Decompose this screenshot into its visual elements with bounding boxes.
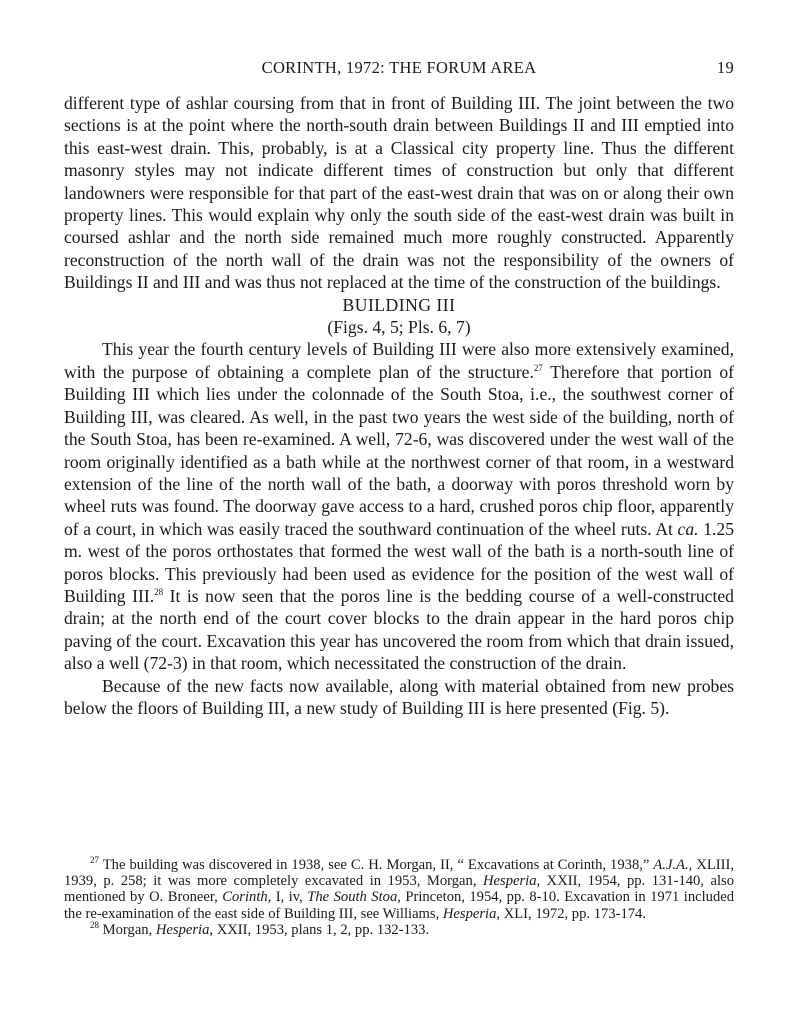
journal-title: Hesperia xyxy=(483,873,537,890)
footnote-ref-27[interactable]: 27 xyxy=(533,363,543,374)
paragraph-new-study: Because of the new facts now available, along with material obtained from new probes below the floors of Building III, a new study of Building III is here presented (Fig. 5). xyxy=(64,675,734,718)
footnote-text: , Princeton, 1954, pp. 8-10. Excavation in 1971 included the re-examination of the east side of Building III, see Williams, xyxy=(64,889,735,922)
paragraph-text: Therefore that portion of Building III which lies under the colonnade of the South Stoa, i.e., the southwest corner of Building III, was cleared. As well, in the past two years the west side of the building, north of the South Stoa, has been re-examined. A well, 72-6, was discovered under the west wall of the room originally identified as a bath while at the northwest corner of that room, in a westward extension of the line of the north wall of the bath, a doorway with poros threshold worn by wheel ruts was found. The doorway gave access to a hard, crushed poros chip floor, apparently of a court, in which was easily traced the southward continuation of the wheel ruts. At xyxy=(64,361,734,539)
section-subheading: (Figs. 4, 5; Pls. 6, 7) xyxy=(327,317,471,338)
paragraph-text: It is now seen that the poros line is the bedding course of a well-constructed drain; at the north end of the court cover blocks to the drain appear in the hard poros chip paving of the court. Excavation this year has uncovered the room from which that drain issued, also a well (72-3) in that room, which necessitated the construction of the drain. xyxy=(64,585,734,674)
book-title: The South Stoa xyxy=(307,889,398,906)
footnote-marker: 28 xyxy=(90,919,99,930)
footnote-text: , XLIII, 1939, p. 258; it was more completely excavated in 1953, Morgan, xyxy=(64,857,734,890)
section-heading: BUILDING III xyxy=(342,294,456,315)
page-header xyxy=(64,58,734,78)
journal-title: A.J.A. xyxy=(653,857,689,873)
journal-title: Hesperia xyxy=(155,921,210,938)
footnote-text: , I, iv, xyxy=(267,889,308,906)
body-text xyxy=(64,92,734,719)
abbreviation-ca: ca. xyxy=(677,518,699,539)
footnote-text: , XLI, 1972, pp. 173-174. xyxy=(496,905,646,922)
running-head: CORINTH, 1972: THE FORUM AREA xyxy=(261,58,537,77)
footnote-text: , XXII, 1953, plans 1, 2, pp. 132-133. xyxy=(209,921,430,938)
footnote-ref-28[interactable]: 28 xyxy=(154,587,164,598)
footnote-text: Morgan, xyxy=(99,921,156,938)
footnote-text: The building was discovered in 1938, see C. H. Morgan, II, “ Excavations at Corinth, 1938,” xyxy=(99,857,654,873)
footnote-text: , XXII, 1954, pp. 131-140, also mentioned by O. Broneer, xyxy=(64,873,734,906)
paragraph-text: 1.25 m. west of the poros orthostates that formed the west wall of the bath is a north-south line of poros blocks. This previously had been used as evidence for the position of the west wall of Building III. xyxy=(64,518,734,606)
continuation-paragraph: different type of ashlar coursing from that in front of Building III. The joint between the two sections is at the point where the north-south drain between Buildings II and III emptied into this east-west drain. This, probably, is at a Classical city property line. Thus the different masonry styles may not indicate different times of construction but only that different landowners were responsible for that part of the east-west drain that was on or along their own property lines. This would explain why only the south side of the east-west drain was built in coursed ashlar and the north side remained much more roughly constructed. Apparently reconstruction of the north wall of the drain was not the responsibility of the owners of Buildings II and III and was thus not replaced at the time of the construction of the buildings. xyxy=(64,93,734,293)
paragraph-text: This year the fourth century levels of Building III were also more extensively examined, with the purpose of obtaining a complete plan of the structure. xyxy=(64,339,734,382)
footnote-28 xyxy=(64,919,734,938)
page-number: 19 xyxy=(716,58,734,77)
journal-title: Hesperia xyxy=(442,905,497,922)
footnotes xyxy=(64,857,734,938)
paragraph-building-iii xyxy=(64,338,734,674)
footnote-27 xyxy=(64,857,734,922)
book-title: Corinth xyxy=(222,889,268,906)
footnote-marker: 27 xyxy=(90,855,99,866)
